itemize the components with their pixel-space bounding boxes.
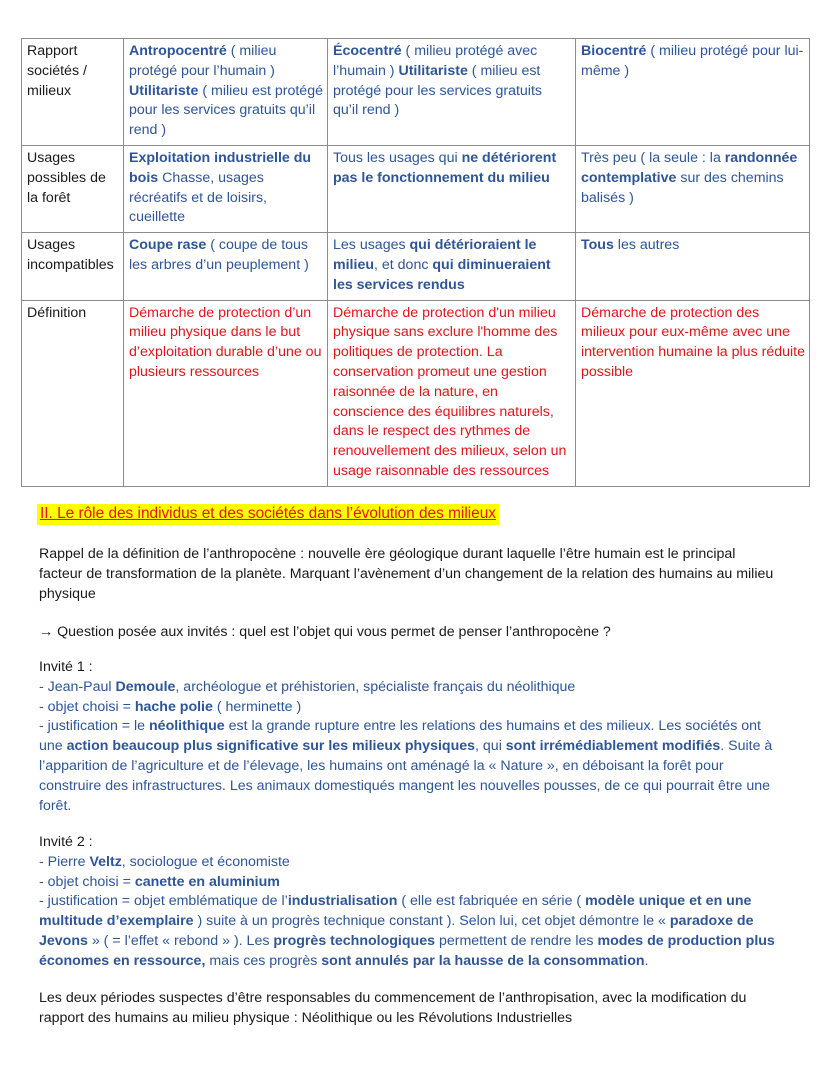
bold-text: qui diminueraient les services rendus	[333, 256, 551, 293]
invite-1-label: Invité 1 :	[39, 659, 93, 675]
invite-1-block	[39, 658, 779, 816]
bold-text: sont annulés par la hausse de la consommation	[321, 952, 645, 969]
text-segment: , sociologue et économiste	[121, 853, 290, 870]
text-segment: Démarche de protection d'un milieu physique sans exclure l'homme des politiques de protection. La conservation promeut une gestion raisonnée de la nature, en conscience des équilibres naturels, dans le respect des rythmes de renouvellement des milieux, selon un usage raisonnable des ressources	[333, 304, 567, 479]
bold-text: progrès technologiques	[273, 932, 435, 949]
text-segment: ( milieu protégé pour lui-même )	[581, 43, 804, 79]
cell-bio	[576, 145, 810, 232]
text-segment: permettent de rendre les	[435, 932, 598, 949]
invite-1-person	[39, 678, 779, 698]
text-segment: - justification = objet emblématique de l’	[39, 893, 288, 910]
text-segment: ( milieu est protégé pour les services gratuits qu’il rend )	[129, 82, 323, 139]
text-segment: ( milieu est protégé pour les services gratuits qu’il rend )	[333, 62, 542, 119]
bold-text: paradoxe de Jevons	[39, 913, 754, 949]
bold-text: canette en aluminium	[134, 873, 280, 890]
text-segment: Très peu ( la seule : la	[581, 149, 725, 166]
invite-2-justification	[39, 892, 779, 971]
text-segment: ( milieu protégé pour l’humain )	[129, 43, 277, 79]
cell-eco	[328, 300, 576, 486]
comparison-table	[21, 38, 810, 487]
cell-anthro	[124, 39, 328, 146]
text-segment: ( coupe de tous les arbres d’un peuplement )	[129, 237, 309, 273]
bold-text: Antropocentré	[129, 43, 227, 59]
question-text: → Question posée aux invités : quel est l’objet qui vous permet de penser l’anthropocène ?	[39, 624, 611, 640]
bold-text: randonnée contemplative	[581, 149, 798, 186]
cell-anthro	[124, 233, 328, 300]
cell-bio	[576, 233, 810, 300]
bold-text: ne détériorent pas le fonctionnement du milieu	[333, 149, 557, 186]
text-segment: - Jean-Paul	[39, 678, 116, 695]
cell-anthro	[124, 145, 328, 232]
bold-text: Biocentré	[581, 43, 647, 59]
text-segment: ( milieu protégé avec l’humain )	[333, 43, 538, 79]
bold-text: Demoule	[115, 678, 176, 695]
bold-text: Utilitariste	[129, 82, 199, 99]
bold-text: modèle unique et en une multitude d’exemplaire	[39, 893, 752, 930]
invite-1-object	[39, 698, 779, 718]
row-header: Rapport sociétés / milieux	[22, 39, 124, 146]
bold-text: Coupe rase	[129, 237, 207, 254]
text-segment: - objet choisi =	[39, 698, 135, 715]
text-segment: ( elle est fabriquée en série (	[397, 893, 586, 910]
cell-anthro	[124, 300, 328, 486]
table-row	[22, 39, 810, 146]
text-segment: » ( = l’effet « rebond » ). Les	[87, 932, 274, 949]
invite-1-justification	[39, 717, 779, 816]
cell-bio	[576, 39, 810, 146]
cell-bio	[576, 300, 810, 486]
text-segment: , archéologue et préhistorien, spécialiste français du néolithique	[175, 678, 576, 695]
section-title: II. Le rôle des individus et des sociétés dans l’évolution des milieux	[37, 504, 499, 525]
bold-text: néolithique	[149, 718, 225, 735]
text-segment: - justification = le	[39, 718, 150, 735]
row-header: Usages possibles de la forêt	[22, 145, 124, 232]
cell-eco	[328, 39, 576, 146]
text-segment: ( herminette )	[212, 698, 302, 715]
invite-2-block	[39, 833, 779, 972]
text-segment: - objet choisi =	[39, 873, 135, 890]
table-row	[22, 300, 810, 486]
text-segment: est la grande rupture entre les relations des humains et des milieux. Les sociétés ont une	[39, 718, 761, 755]
bold-text: Veltz	[89, 853, 122, 870]
bold-text: sont irrémédiablement modifiés	[505, 738, 721, 755]
row-header: Définition	[22, 300, 124, 486]
row-header: Usages incompatibles	[22, 233, 124, 300]
text-segment: les autres	[613, 237, 680, 254]
table-row	[22, 233, 810, 300]
conclusion-paragraph	[39, 989, 779, 1029]
text-segment: mais ces progrès	[205, 952, 322, 969]
text-segment: Tous les usages qui	[333, 149, 462, 166]
bold-text: Écocentré	[333, 43, 402, 59]
table-row	[22, 145, 810, 232]
question-paragraph	[39, 623, 779, 643]
text-segment: - Pierre	[39, 853, 90, 870]
text-segment: Démarche de protection d’un milieu physique dans le but d’exploitation durable d’une ou plusieurs ressources	[129, 304, 322, 380]
bold-text: action beaucoup plus significative sur les milieux physiques	[66, 738, 476, 755]
text-segment: .	[644, 952, 649, 969]
bold-text: industrialisation	[287, 893, 398, 910]
text-segment: ) suite à un progrès technique constant ). Selon lui, cet objet démontre le «	[193, 913, 670, 930]
text-segment: Chasse, usages récréatifs et de loisirs, cueillette	[129, 169, 267, 226]
text-segment: sur des chemins balisés )	[581, 169, 784, 206]
cell-eco	[328, 233, 576, 300]
text-segment: Démarche de protection des milieux pour eux-même avec une intervention humaine la plus réduite possible	[581, 304, 805, 380]
bold-text: Tous	[581, 237, 614, 254]
cell-eco	[328, 145, 576, 232]
bold-text: qui détérioraient le milieu	[333, 237, 537, 273]
bold-text: Exploitation industrielle du bois	[129, 149, 312, 186]
text-segment: . Suite à l’apparition de l’agriculture et de l’élevage, les humains ont aménagé la « Nature », en déboisant la forêt pour construire des infrastructures. Les animaux domestiqués mangent les nouvelles pousses, de ce qui pourrait être une forêt.	[39, 738, 773, 814]
invite-2-label: Invité 2 :	[39, 834, 93, 850]
rappel-paragraph	[39, 545, 779, 604]
invite-2-person	[39, 853, 779, 873]
section-title-wrap	[37, 504, 499, 525]
text-segment: Les usages	[333, 237, 410, 254]
bold-text: Utilitariste	[398, 62, 468, 79]
bold-text: modes de production plus économes en ressource,	[39, 932, 775, 969]
invite-2-object	[39, 873, 779, 893]
rappel-text: Rappel de la définition de l’anthropocène : nouvelle ère géologique durant laquelle l’être humain est le principal facteur de transformation de la planète. Marquant l’avènement d’un changement de la relation des humains au milieu physique	[39, 546, 774, 602]
conclusion-text: Les deux périodes suspectes d’être responsables du commencement de l’anthropisation, avec la modification du rapport des humains au milieu physique : Néolithique ou les Révolutions Industrielles	[39, 990, 747, 1026]
bold-text: hache polie	[134, 698, 213, 715]
text-segment: , et donc	[374, 256, 433, 273]
text-segment: , qui	[475, 738, 506, 755]
